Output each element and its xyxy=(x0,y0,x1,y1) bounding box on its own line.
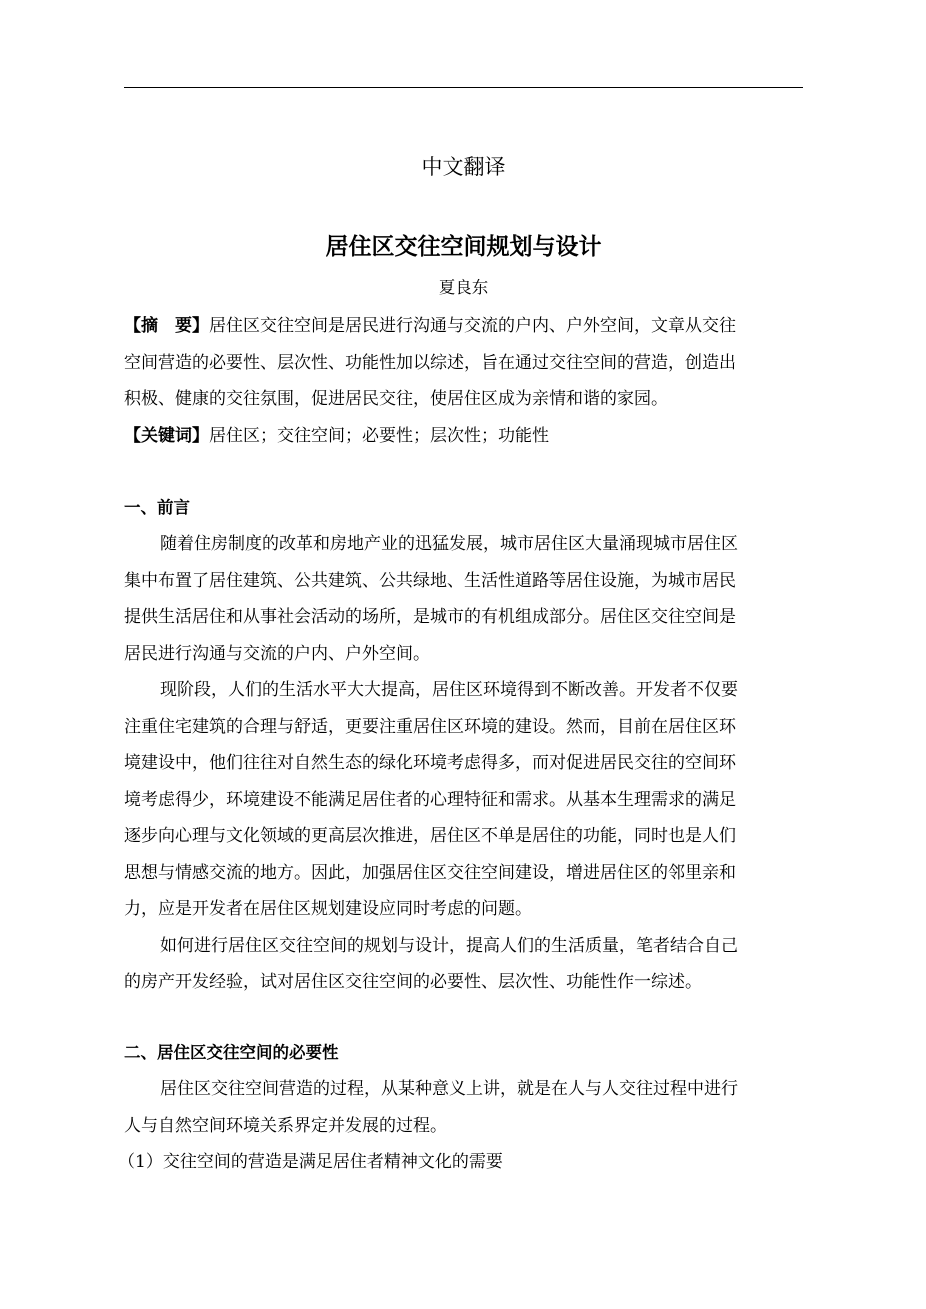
keywords-text: 居住区；交往空间；必要性；层次性；功能性 xyxy=(209,425,549,446)
abstract-line-2: 空间营造的必要性、层次性、功能性加以综述，旨在通过交往空间的营造，创造出 xyxy=(124,352,736,373)
list-item: （1）交往空间的营造是满足居住者精神文化的需要 xyxy=(118,1152,503,1172)
abstract xyxy=(124,308,803,454)
paragraph-line: 提供生活居住和从事社会活动的场所，是城市的有机组成部分。居住区交往空间是 xyxy=(124,607,736,627)
paragraph-line: 如何进行居住区交往空间的规划与设计，提高人们的生活质量，笔者结合自己 xyxy=(160,935,738,956)
paragraph-line: 境考虑得少，环境建设不能满足居住者的心理特征和需求。从基本生理需求的满足 xyxy=(124,789,736,810)
abstract-line-1 xyxy=(124,308,803,345)
paragraph-line: 思想与情感交流的地方。因此，加强居住区交往空间建设，增进居住区的邻里亲和 xyxy=(124,862,736,883)
section-intro-body xyxy=(124,526,803,1001)
paragraph-line: 现阶段，人们的生活水平大大提高，居住区环境得到不断改善。开发者不仅要 xyxy=(160,680,738,700)
author-name: 夏良东 xyxy=(438,278,489,297)
paragraph-line: 境建设中，他们往往对自然生态的绿化环境考虑得多，而对促进居民交往的空间环 xyxy=(124,753,736,773)
document-label: 中文翻译 xyxy=(421,155,506,179)
paragraph-line: 居住区交往空间营造的过程，从某种意义上讲，就是在人与人交往过程中进行 xyxy=(160,1079,738,1099)
header-rule xyxy=(124,87,803,88)
paragraph-line: 逐步向心理与文化领域的更高层次推进，居住区不单是居住的功能，同时也是人们 xyxy=(124,826,736,846)
section-necessity-body xyxy=(118,1071,803,1181)
keywords-line xyxy=(124,418,803,455)
abstract-line-3: 积极、健康的交往氛围，促进居民交往，使居住区成为亲情和谐的家园。 xyxy=(124,389,668,409)
paragraph-line: 人与自然空间环境关系界定并发展的过程。 xyxy=(124,1115,447,1136)
keywords-tag: 【关键词】 xyxy=(124,425,209,446)
article-title: 居住区交往空间规划与设计 xyxy=(325,234,602,260)
section-heading-intro: 一、前言 xyxy=(124,498,190,517)
section-heading-necessity: 二、居住区交往空间的必要性 xyxy=(124,1043,339,1062)
paragraph-line: 注重住宅建筑的合理与舒适，更要注重居住区环境的建设。然而，目前在居住区环 xyxy=(124,716,736,737)
paragraph-line: 集中布置了居住建筑、公共建筑、公共绿地、生活性道路等居住设施，为城市居民 xyxy=(124,570,736,591)
paragraph-line: 随着住房制度的改革和房地产业的迅猛发展，城市居住区大量涌现城市居住区 xyxy=(160,534,738,554)
paragraph-line: 的房产开发经验，试对居住区交往空间的必要性、层次性、功能性作一综述。 xyxy=(124,972,702,992)
paragraph-line: 居民进行沟通与交流的户内、户外空间。 xyxy=(124,643,430,664)
paragraph-line: 力，应是开发者在居住区规划建设应同时考虑的问题。 xyxy=(124,899,532,919)
abstract-tag: 【摘 要】 xyxy=(124,316,209,336)
abstract-text: 居住区交往空间是居民进行沟通与交流的户内、户外空间，文章从交往 xyxy=(209,316,736,336)
